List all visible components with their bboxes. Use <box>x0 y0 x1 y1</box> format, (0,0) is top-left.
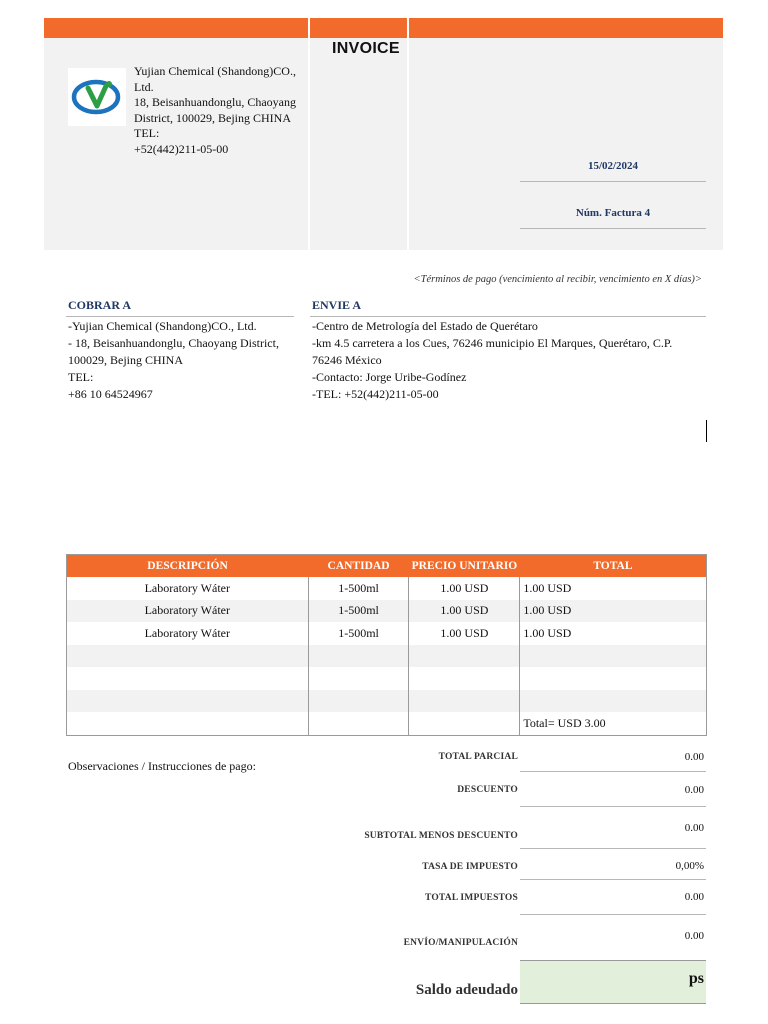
text-cursor <box>706 420 707 442</box>
cell-quantity[interactable]: 1-500ml <box>308 577 409 600</box>
cell-unit-price[interactable]: 1.00 USD <box>409 622 520 645</box>
cell-quantity[interactable] <box>308 645 409 668</box>
summary-value-shipping[interactable]: 0.00 <box>684 930 704 942</box>
cell-unit-price[interactable] <box>409 690 520 713</box>
cell-description[interactable]: Laboratory Wáter <box>67 600 309 623</box>
cell-total[interactable] <box>520 667 707 690</box>
balance-due-value[interactable]: ps <box>688 970 704 987</box>
table-row <box>67 645 707 668</box>
company-address: 18, Beisanhuandonglu, Chaoyang District, 100029, Bejing CHINA <box>134 95 296 125</box>
bill-to-line: TEL: <box>68 370 94 384</box>
table-row <box>67 600 707 623</box>
column-header-unit-price: PRECIO UNITARIO <box>409 555 520 578</box>
table-row <box>67 690 707 713</box>
ship-to-line: -km 4.5 carretera a los Cues, 76246 municipio El Marques, Querétaro, C.P. 76246 México <box>312 336 673 367</box>
invoice-date[interactable]: 15/02/2024 <box>587 160 639 172</box>
summary-value-tax-rate[interactable]: 0,00% <box>675 860 704 872</box>
cell-quantity[interactable] <box>308 667 409 690</box>
bill-to-line: - 18, Beisanhuandonglu, Chaoyang District, 100029, Bejing CHINA <box>68 336 279 367</box>
divider <box>310 316 706 317</box>
bill-to-address <box>68 318 298 403</box>
cell-quantity[interactable] <box>308 712 409 735</box>
company-logo <box>68 68 126 126</box>
column-header-quantity: CANTIDAD <box>308 555 409 578</box>
divider <box>520 806 706 807</box>
cell-unit-price[interactable]: 1.00 USD <box>409 600 520 623</box>
cell-quantity[interactable]: 1-500ml <box>308 622 409 645</box>
summary-value-total-tax[interactable]: 0.00 <box>684 891 704 903</box>
header-bar-left <box>44 18 308 38</box>
ship-to-line: -TEL: +52(442)211-05-00 <box>312 387 439 401</box>
cell-grand-total[interactable]: Total= USD 3.00 <box>520 712 707 735</box>
invoice-title: INVOICE <box>332 40 400 57</box>
table-row <box>67 622 707 645</box>
cell-unit-price[interactable] <box>409 667 520 690</box>
invoice-number[interactable]: Núm. Factura 4 <box>575 207 651 219</box>
ship-to-line: -Centro de Metrología del Estado de Querétaro <box>312 319 538 333</box>
bill-to-line: -Yujian Chemical (Shandong)CO., Ltd. <box>68 319 257 333</box>
company-info <box>134 64 296 157</box>
summary-label-subtotal: TOTAL PARCIAL <box>438 752 518 762</box>
logo-icon <box>68 68 126 126</box>
table-header-row <box>67 555 707 578</box>
observations-label: Observaciones / Instrucciones de pago: <box>68 759 256 773</box>
cell-description[interactable] <box>67 645 309 668</box>
divider <box>520 848 706 849</box>
company-tel: +52(442)211-05-00 <box>134 141 229 156</box>
summary-value-subtotal[interactable]: 0.00 <box>684 751 704 763</box>
summary-label-tax-rate: TASA DE IMPUESTO <box>422 862 518 872</box>
cell-total[interactable]: 1.00 USD <box>520 622 707 645</box>
cell-description[interactable]: Laboratory Wáter <box>144 625 230 640</box>
summary-label-shipping: ENVÍO/MANIPULACIÓN <box>403 938 518 948</box>
cell-quantity[interactable] <box>308 690 409 713</box>
cell-unit-price[interactable] <box>409 645 520 668</box>
header-bar-middle <box>310 18 407 38</box>
summary-label-subtotal-less-discount: SUBTOTAL MENOS DESCUENTO <box>364 831 518 841</box>
summary-value-discount[interactable]: 0.00 <box>684 784 704 796</box>
divider <box>520 879 706 880</box>
table-row <box>67 577 707 600</box>
header-panel-middle <box>310 38 407 250</box>
ship-to-line: -Contacto: Jorge Uribe-Godínez <box>312 370 467 384</box>
summary-label-discount: DESCUENTO <box>457 785 518 795</box>
cell-description[interactable] <box>67 667 309 690</box>
summary-label-total-tax: TOTAL IMPUESTOS <box>424 893 518 903</box>
cell-description[interactable] <box>67 690 309 713</box>
divider <box>520 181 706 182</box>
summary-value-subtotal-less-discount[interactable]: 0.00 <box>684 822 704 834</box>
cell-description[interactable] <box>67 712 309 735</box>
cell-description[interactable]: Laboratory Wáter <box>144 580 230 595</box>
cell-total[interactable] <box>520 645 707 668</box>
divider <box>520 228 706 229</box>
cell-total[interactable]: 1.00 USD <box>520 600 707 623</box>
divider <box>520 771 706 772</box>
cell-unit-price[interactable]: 1.00 USD <box>409 577 520 600</box>
bill-to-heading: COBRAR A <box>68 298 132 312</box>
company-tel-label: TEL: <box>134 126 160 140</box>
items-table <box>66 554 707 736</box>
divider <box>520 914 706 915</box>
header-bar-right <box>409 18 723 38</box>
cell-total[interactable]: 1.00 USD <box>520 577 707 600</box>
payment-terms: <Términos de pago (vencimiento al recibir, vencimiento en X días)> <box>413 274 702 285</box>
company-name: Yujian Chemical (Shandong)CO., Ltd. <box>134 64 296 94</box>
ship-to-heading: ENVIE A <box>312 298 362 312</box>
column-header-total: TOTAL <box>520 555 707 578</box>
ship-to-address <box>312 318 704 403</box>
table-row <box>67 712 707 735</box>
table-row <box>67 667 707 690</box>
cell-total[interactable] <box>520 690 707 713</box>
column-header-description: DESCRIPCIÓN <box>67 555 309 578</box>
cell-quantity[interactable]: 1-500ml <box>308 600 409 623</box>
bill-to-line: +86 10 64524967 <box>68 387 153 401</box>
cell-unit-price[interactable] <box>409 712 520 735</box>
balance-due-label: Saldo adeudado <box>415 982 518 998</box>
divider <box>66 316 294 317</box>
